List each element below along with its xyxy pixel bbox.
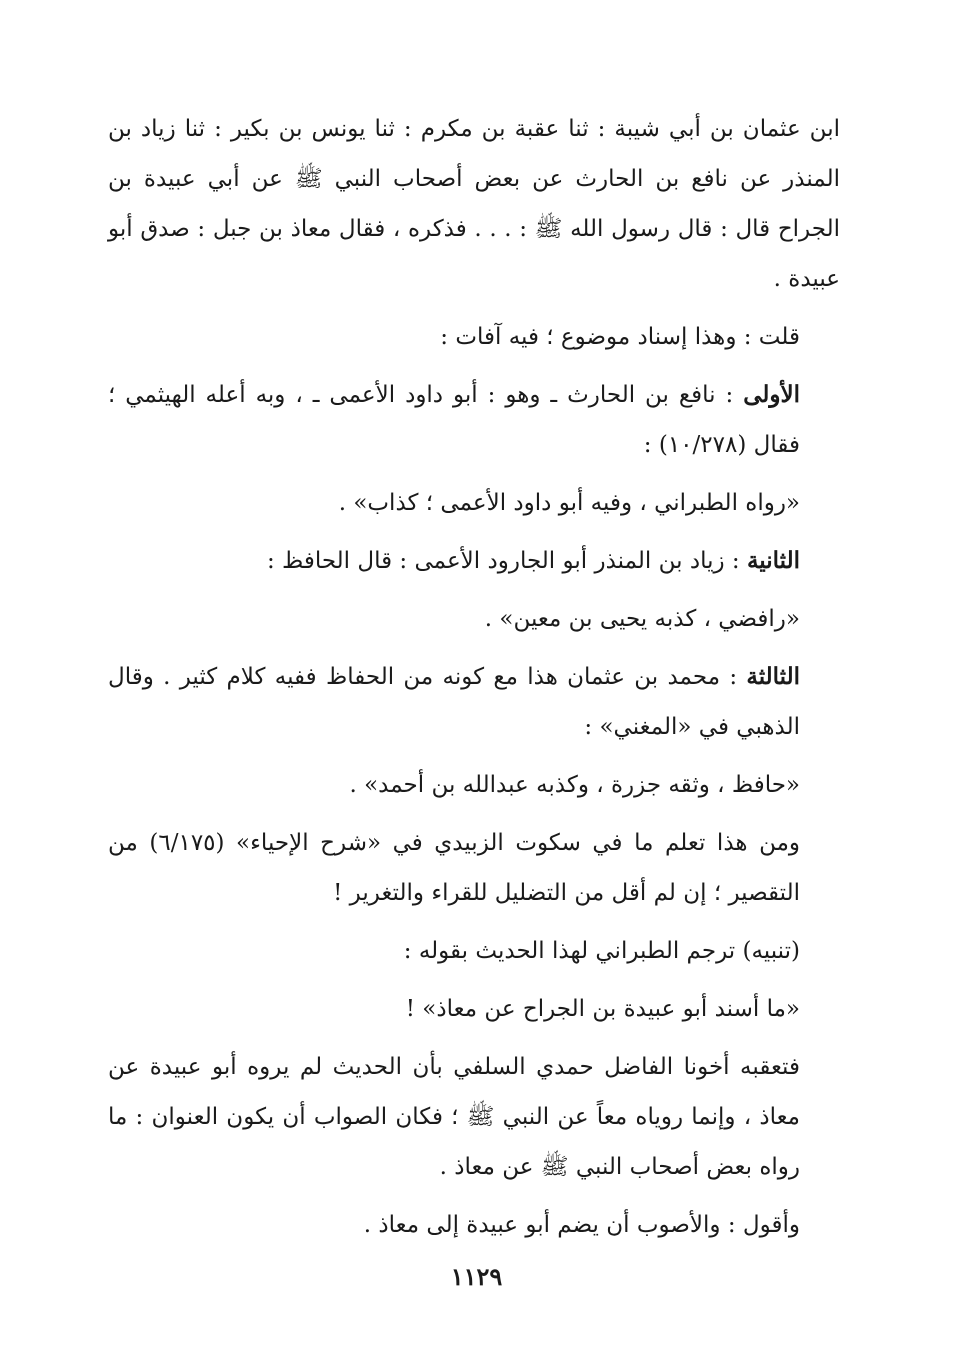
body-text: [108, 104, 840, 1258]
heading-third: الثالثة: [746, 663, 800, 690]
quote-dhahabi: «حافظ ، وثقه جزرة ، وكذبه عبدالله بن أحمد» .: [349, 772, 800, 798]
quote-hafiz: «رافضي ، كذبه يحيى بن معين» .: [484, 606, 800, 632]
paragraph-zabidi: ومن هذا تعلم ما في سكوت الزبيدي في «شرح الإحياء» (٦/١٧٥) من التقصير ؛ إن لم أقل من التضليل للقراء والتغرير !: [108, 830, 801, 906]
page-number: ١١٢٩: [450, 1262, 503, 1291]
paragraph-note: (تنبيه) ترجم الطبراني لهذا الحديث بقوله :: [403, 938, 800, 964]
paragraph-first-defect: الأولى : نافع بن الحارث ـ وهو : أبو داود الأعمى ـ ، وبه أعله الهيثمي ؛ فقال (١٠/٢٧٨) :: [108, 381, 800, 458]
paragraph-verdict: قلت : وهذا إسناد موضوع ؛ فيه آفات :: [440, 324, 800, 350]
paragraph-salafi: فتعقبه أخونا الفاضل حمدي السلفي بأن الحديث لم يروه أبو عبيدة عن معاذ ، وإنما روياه معاً عن النبي ﷺ ؛ فكان الصواب أن يكون العنوان : ما رواه بعض أصحاب النبي ﷺ عن معاذ .: [108, 1054, 800, 1180]
paragraph-isnad: ابن عثمان بن أبي شيبة : ثنا عقبة بن مكرم : ثنا يونس بن بكير : ثنا زياد بن المنذر عن نافع بن الحارث عن بعض أصحاب النبي ﷺ عن أبي عبيدة بن الجراح قال : قال رسول الله ﷺ : . . . فذكره ، فقال معاذ بن جبل : صدق أبو عبيدة .: [108, 116, 840, 292]
paragraph-third-defect: الثالثة : محمد بن عثمان هذا مع كونه من الحفاظ ففيه كلام كثير . وقال الذهبي في «المغني» :: [108, 663, 800, 740]
heading-first: الأولى: [743, 381, 800, 408]
paragraph-second-defect: الثانية : زياد بن المنذر أبو الجارود الأعمى : قال الحافظ :: [266, 547, 800, 574]
heading-second: الثانية: [746, 547, 800, 574]
quote-haythami: «رواه الطبراني ، وفيه أبو داود الأعمى ؛ كذاب» .: [338, 490, 800, 516]
paragraph-conclusion: وأقول : والأصوب أن يضم أبو عبيدة إلى معاذ .: [363, 1212, 800, 1238]
quote-tabarani-title: «ما أسند أبو عبيدة بن الجراح عن معاذ» !: [405, 996, 800, 1022]
